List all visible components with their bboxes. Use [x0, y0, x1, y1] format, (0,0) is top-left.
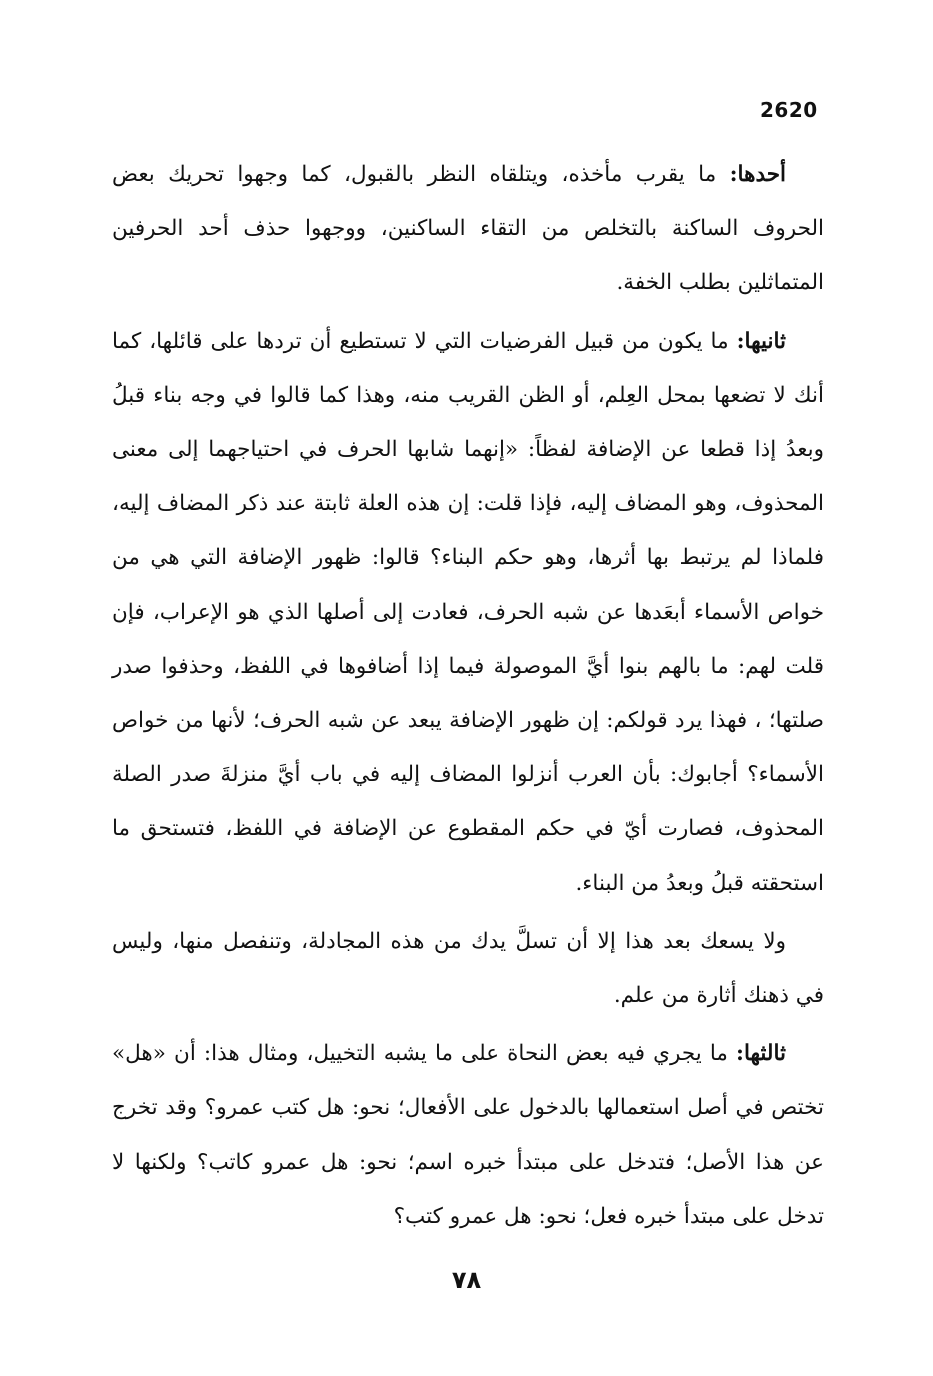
paragraph-second-point [112, 315, 824, 911]
paragraph-text: ما يقرب مأخذه، ويتلقاه النظر بالقبول، كما وجهوا تحريك بعض الحروف الساكنة بالتخلص من التقاء الساكنين، ووجهوا حذف أحد الحرفين المتماثلين بطلب الخفة. [112, 162, 824, 296]
paragraph-lead: أحدها: [729, 162, 786, 187]
body-text [112, 148, 824, 1244]
page-id-label: 2620 [760, 98, 818, 122]
paragraph-text: ما يكون من قبيل الفرضيات التي لا تستطيع أن تردها على قائلها، كما أنك لا تضعها بمحل العِلم، أو الظن القريب منه، وهذا كما قالوا في وجه بناء قبلُ وبعدُ إذا قطعا عن الإضافة لفظاً: «إنهما شابها الحرف في احتياجهما إلى معنى المحذوف، وهو المضاف إليه، فإذا قلت: إن هذه العلة ثابتة عند ذكر المضاف إليه، فلماذا لم يرتبط بها أثرها، وهو حكم البناء؟ قالوا: ظهور الإضافة التي هي من خواص الأسماء أبعَدها عن شبه الحرف، فعادت إلى أصلها الذي هو الإعراب، فإن قلت لهم: ما بالهم بنوا أيَّ الموصولة فيما إذا أضافوها في اللفظ، وحذفوا صدر صلتها؛ ، فهذا يرد قولكم: إن ظهور الإضافة يبعد عن شبه الحرف؛ لأنها من خواص الأسماء؟ أجابوك: بأن العرب أنزلوا المضاف إليه في باب أيَّ منزلةَ صدر الصلة المحذوف، فصارت أيّ في حكم المقطوع عن الإضافة في اللفظ، فتستحق ما استحقته قبلُ وبعدُ من البناء. [112, 328, 824, 896]
paragraph-text: ما يجري فيه بعض النحاة على ما يشبه التخييل، ومثال هذا: أن «هل» تختص في أصل استعمالها بالدخول على الأفعال؛ نحو: هل كتب عمرو؟ وقد تخرج عن هذا الأصل؛ فتدخل على مبتدأ خبره اسم؛ نحو: هل عمرو كاتب؟ ولكنها لا تدخل على مبتدأ خبره فعل؛ نحو: هل عمرو كتب؟ [112, 1041, 824, 1229]
page-number: ٧٨ [451, 1266, 482, 1294]
paragraph-third-point [112, 1027, 824, 1244]
paragraph-conclusion [112, 915, 824, 1023]
paragraph-text: ولا يسعك بعد هذا إلا أن تسلَّ يدك من هذه المجادلة، وتنفصل منها، وليس في ذهنك أثارة من علم. [112, 928, 824, 1009]
paragraph-lead: ثالثها: [736, 1041, 786, 1067]
paragraph-first-point [112, 148, 824, 311]
paragraph-lead: ثانيها: [736, 328, 786, 354]
